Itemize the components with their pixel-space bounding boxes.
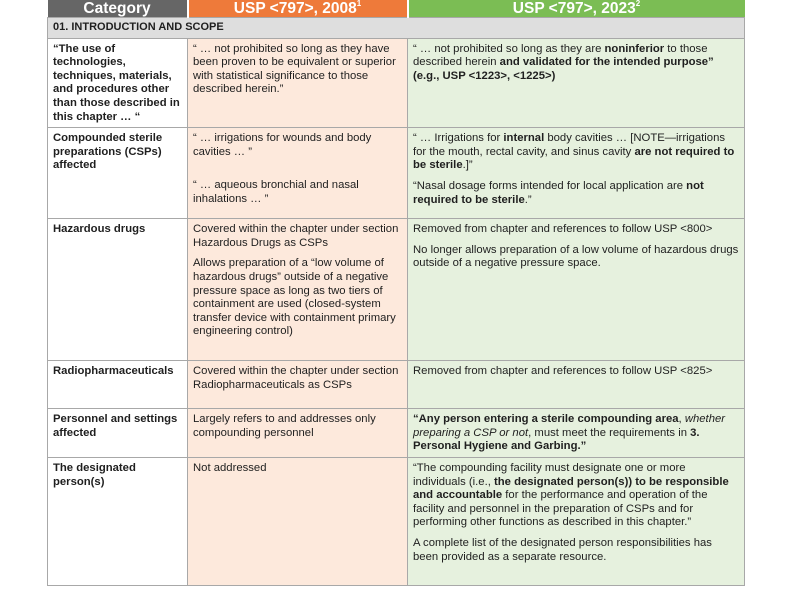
usp-2008-cell: “ … irrigations for wounds and body cavities … ” “ … aqueous bronchial and nasal inhalations … ” [188,128,408,219]
header-usp-2008: USP <797>, 2008$^1$ [188,0,408,18]
table-row [48,38,745,128]
category-cell: Compounded sterile preparations (CSPs) affected [48,128,188,219]
header-row [48,0,745,18]
usp-2023-cell: “Any person entering a sterile compounding area, whether preparing a CSP or not, must meet the requirements in 3. Personal Hygiene and Garbing.” [408,409,745,458]
table-row [48,128,745,219]
usp-2008-cell: “ … not prohibited so long as they have been proven to be equivalent or superior with statistical significance to those described herein.” [188,38,408,128]
section-row [48,18,745,39]
comparison-table [47,0,745,586]
table-row [48,409,745,458]
category-cell: Personnel and settings affected [48,409,188,458]
table-row [48,219,745,361]
usp-2008-cell: Covered within the chapter under section Radiopharmaceuticals as CSPs [188,361,408,409]
usp-2023-cell: Removed from chapter and references to follow USP <800> No longer allows preparation of a low volume of hazardous drugs outside of a negative pressure space. [408,219,745,361]
category-cell: Hazardous drugs [48,219,188,361]
section-title: 01. INTRODUCTION AND SCOPE [48,18,745,39]
usp-2008-cell: Largely refers to and addresses only compounding personnel [188,409,408,458]
header-category: Category [48,0,188,18]
usp-2008-cell: Covered within the chapter under section Hazardous Drugs as CSPs Allows preparation of a “low volume of hazardous drugs” outside of a negative pressure space as long as two tiers of containment are used (closed-system transfer device with containment primary engineering control) [188,219,408,361]
category-cell: “The use of technologies, techniques, materials, and procedures other than those described in this chapter … “ [48,38,188,128]
usp-2023-cell: “ … Irrigations for internal body cavities … [NOTE—irrigations for the mouth, rectal cavity, and sinus cavity are not required to be sterile.]” “Nasal dosage forms intended for local application are not required to be sterile.” [408,128,745,219]
usp-2023-cell: Removed from chapter and references to follow USP <825> [408,361,745,409]
header-usp-2023: USP <797>, 2023$^2$ [408,0,745,18]
table-row [48,361,745,409]
usp-2023-cell: “The compounding facility must designate one or more individuals (i.e., the designated person(s)) to be responsible and accountable for the performance and operation of the facility and personnel in the preparation of CSPs and for performing other functions as described in this chapter.” A complete list of the designated person responsibilities has been provided as a separate resource. [408,457,745,585]
usp-2023-cell: “ … not prohibited so long as they are noninferior to those described herein and validated for the intended purpose” (e.g., USP <1223>, <1225>) [408,38,745,128]
category-cell: The designated person(s) [48,457,188,585]
usp-2008-cell: Not addressed [188,457,408,585]
table-row [48,457,745,585]
category-cell: Radiopharmaceuticals [48,361,188,409]
